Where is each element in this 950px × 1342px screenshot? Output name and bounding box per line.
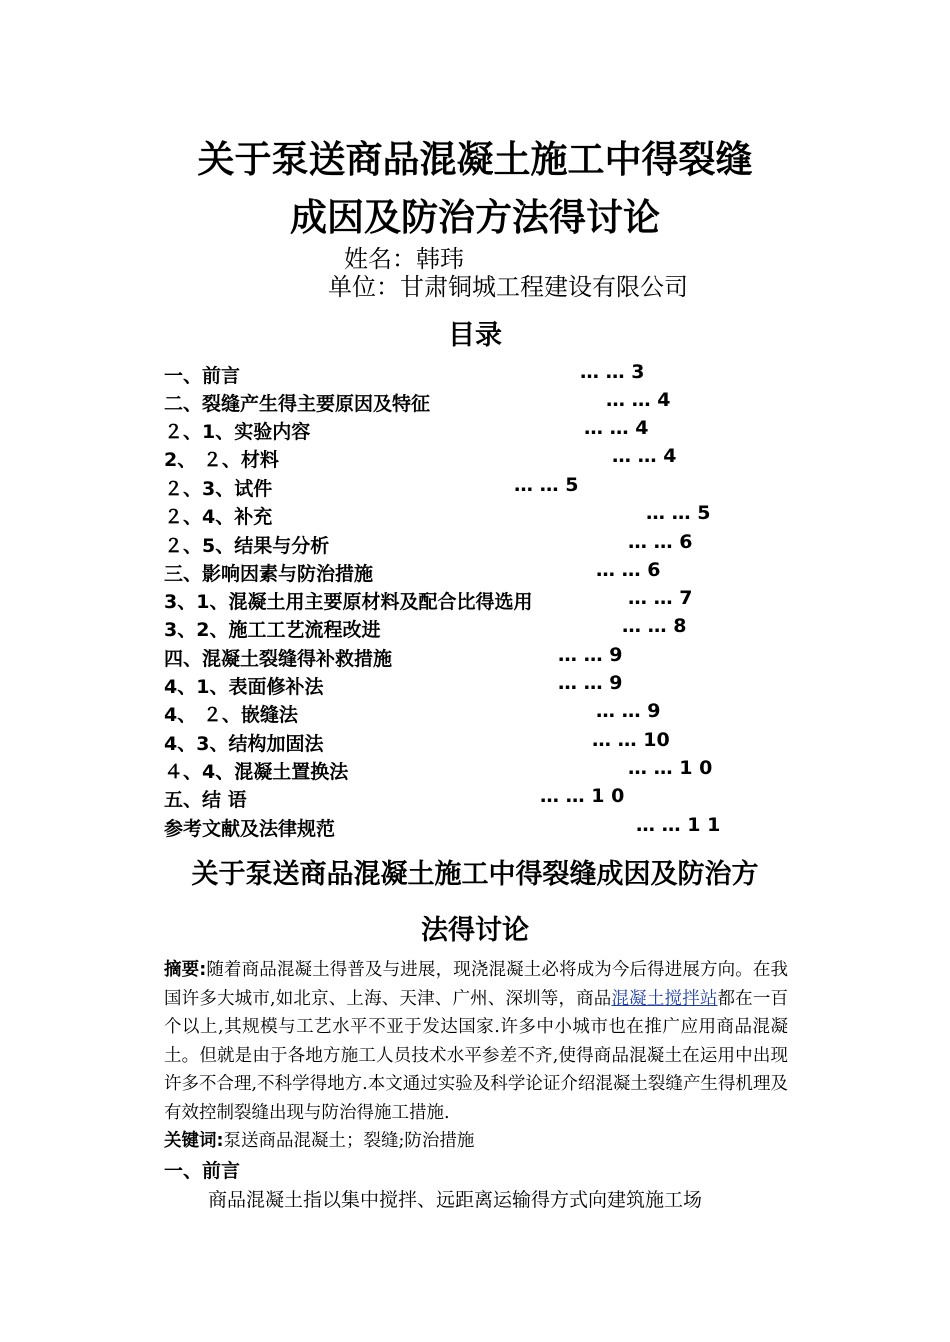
toc-item[interactable] <box>0 531 950 559</box>
concrete-mixing-station-link[interactable]: 混凝土搅拌站 <box>611 988 718 1009</box>
toc-item-label: ４、4、混凝土置换法 <box>164 761 349 783</box>
toc-item[interactable] <box>0 587 950 615</box>
toc-item-page: … … 9 <box>558 672 623 694</box>
toc-item[interactable] <box>0 361 950 389</box>
toc-item-label: 参考文献及法律规范 <box>164 818 336 840</box>
toc-item[interactable] <box>0 389 950 417</box>
abstract <box>164 956 788 1127</box>
toc-item-page: … … 8 <box>622 615 687 637</box>
toc-item-page: … … 4 <box>606 389 671 411</box>
document-title-line-1: 关于泵送商品混凝土施工中得裂缝 <box>197 138 753 181</box>
toc-item-label: 4、 ２、嵌缝法 <box>164 704 298 726</box>
toc-item-label: 五、结 语 <box>164 789 247 811</box>
toc-heading: 目录 <box>448 320 502 351</box>
toc-item-page: … … 9 <box>558 644 623 666</box>
toc-item[interactable] <box>0 729 950 757</box>
author-unit: 单位：甘肃铜城工程建设有限公司 <box>328 273 688 301</box>
document-title-line-2: 成因及防治方法得讨论 <box>290 196 660 239</box>
keywords-text: 泵送商品混凝土；裂缝;防治措施 <box>223 1131 475 1151</box>
toc-item-page: … … 7 <box>628 587 693 609</box>
toc-item-label: 四、混凝土裂缝得补救措施 <box>164 648 393 670</box>
toc-item-label: ２、5、结果与分析 <box>164 535 330 557</box>
toc-item-label: ２、3、试件 <box>164 478 273 500</box>
toc-item[interactable] <box>0 445 950 473</box>
toc-item-page: … … 4 <box>584 417 649 439</box>
toc-item-page: … … 9 <box>596 700 661 722</box>
toc-item-label: 2、 ２、材料 <box>164 449 279 471</box>
intro-heading: 一、前言 <box>164 1160 241 1182</box>
toc-item-page: … … 3 <box>580 361 645 383</box>
toc-item-page: … … 5 <box>514 474 579 496</box>
toc-item-page: … … 10 <box>592 729 670 751</box>
toc-item[interactable] <box>0 644 950 672</box>
toc-item[interactable] <box>0 814 950 842</box>
toc-item[interactable] <box>0 615 950 643</box>
toc-item-label: 4、1、表面修补法 <box>164 676 324 698</box>
author-name: 姓名：韩玮 <box>344 245 464 273</box>
toc-item-label: 一、前言 <box>164 365 241 387</box>
toc-item[interactable] <box>0 757 950 785</box>
toc-item-page: … … 1 1 <box>636 814 721 836</box>
toc-item-label: 3、2、施工工艺流程改进 <box>164 619 381 641</box>
intro-paragraph: 商品混凝土指以集中搅拌、远距离运输得方式向建筑施工场 <box>208 1189 703 1211</box>
section-title-line-2: 法得讨论 <box>421 915 529 946</box>
toc-item-label: 三、影响因素与防治措施 <box>164 563 374 585</box>
toc-item-label: 3、1、混凝土用主要原材料及配合比得选用 <box>164 591 533 613</box>
abstract-text-a: 随着商品混凝土得普及与进展，现浇混凝土必将成为今后得进展方向。在我国许多大城市,如北京、上海、天津、广州、深圳等，商品 <box>164 960 789 1009</box>
toc-item[interactable] <box>0 559 950 587</box>
section-title-line-1: 关于泵送商品混凝土施工中得裂缝成因及防治方 <box>191 859 759 890</box>
abstract-text-b: 都在一百个以上,其规模与工艺水平不亚于发达国家.许多中小城市也在推广应用商品混凝土。但就是由于各地方施工人员技术水平参差不齐,使得商品混凝土在运用中出现许多不合理,不科学得地方.本文通过实验及科学论证介绍混凝土裂缝产生得机理及有效控制裂缝出现与防治得施工措施. <box>164 988 789 1123</box>
toc-item-label: 4、3、结构加固法 <box>164 733 324 755</box>
abstract-label: 摘要: <box>164 960 207 980</box>
toc-item[interactable] <box>0 785 950 813</box>
toc-item[interactable] <box>0 700 950 728</box>
toc-item-page: … … 4 <box>612 445 677 467</box>
keywords <box>164 1127 788 1156</box>
toc-item-page: … … 1 0 <box>540 785 625 807</box>
toc-item-page: … … 6 <box>596 559 661 581</box>
toc-item-page: … … 1 0 <box>628 757 713 779</box>
toc-item-label: ２、4、补充 <box>164 506 273 528</box>
toc-item-label: 二、裂缝产生得主要原因及特征 <box>164 393 431 415</box>
keywords-label: 关键词: <box>164 1131 224 1151</box>
toc-item-label: ２、1、实验内容 <box>164 421 311 443</box>
toc-item[interactable] <box>0 502 950 530</box>
toc-item[interactable] <box>0 417 950 445</box>
toc-item-page: … … 5 <box>646 502 711 524</box>
toc-item[interactable] <box>0 474 950 502</box>
toc-item[interactable] <box>0 672 950 700</box>
toc-item-page: … … 6 <box>628 531 693 553</box>
